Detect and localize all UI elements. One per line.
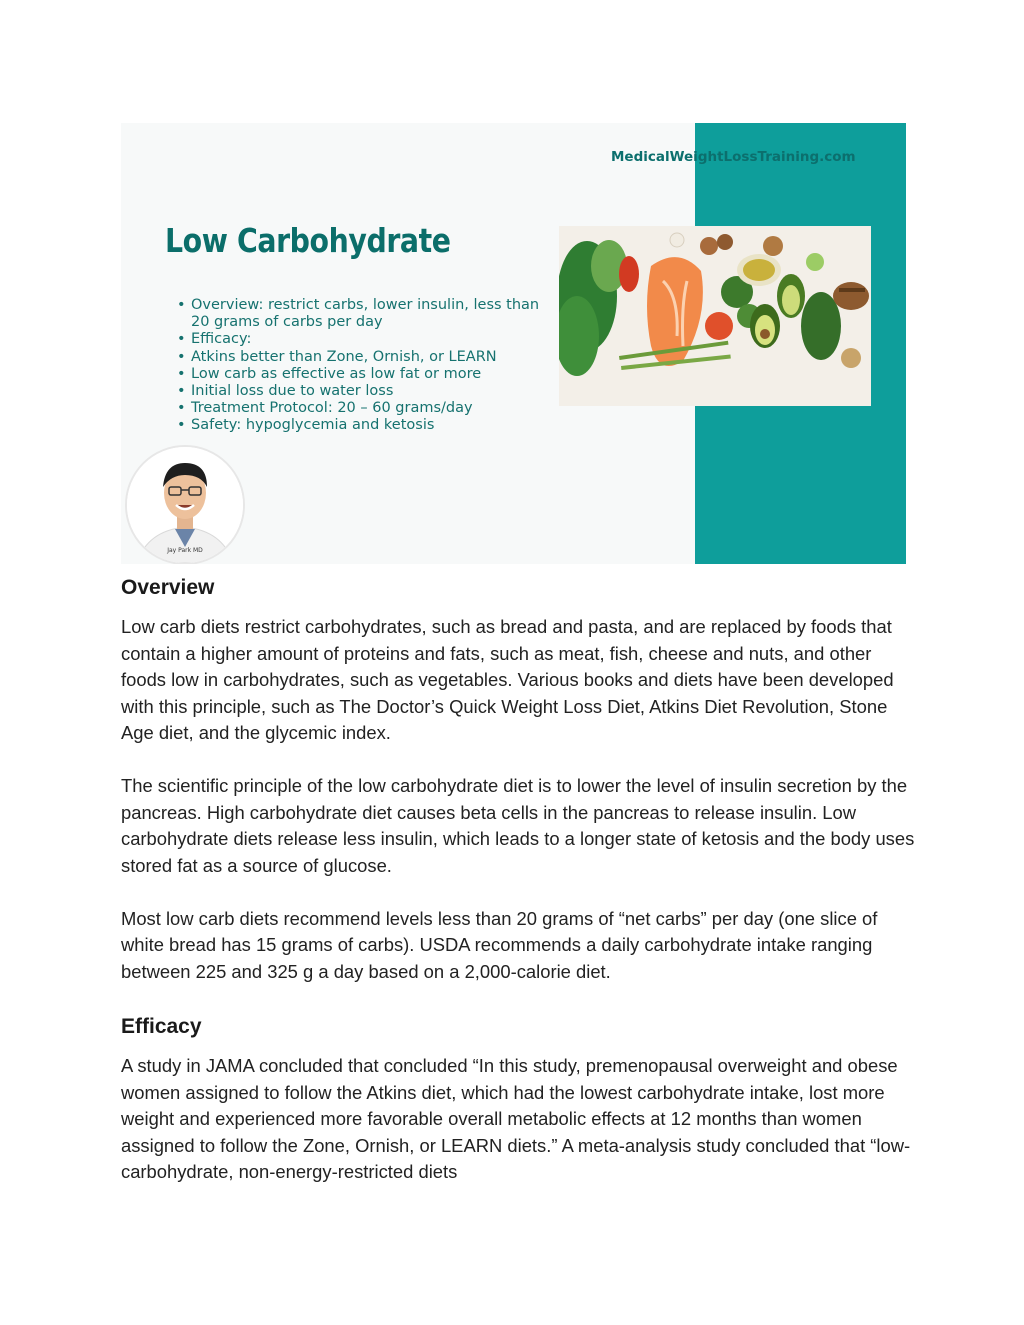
food-illustration bbox=[559, 226, 871, 406]
portrait-caption: Jay Park MD bbox=[167, 547, 203, 554]
bullet-item: • Low carb as effective as low fat or more bbox=[177, 366, 547, 383]
section-heading-overview: Overview bbox=[121, 576, 215, 599]
paragraph: Most low carb diets recommend levels less than 20 grams of “net carbs” per day (one slice of white bread has 15 grams of carbs). USDA recommends a daily carbohydrate intake ranging between 225 and 325 g a day based on a 2,000-calorie diet. bbox=[121, 907, 878, 982]
bullet-item: • Efficacy: bbox=[177, 331, 547, 348]
paragraph: The scientific principle of the low carbohydrate diet is to lower the level of insulin secretion by the pancreas. High carbohydrate diet causes beta cells in the pancreas to release insulin. Low carbohydrate diets release less insulin, which leads to a longer state of ketosis and the body uses stored fat as a source of glucose. bbox=[121, 775, 915, 876]
bullet-item: • Atkins better than Zone, Ornish, or LEARN bbox=[177, 349, 547, 366]
section-heading-efficacy: Efficacy bbox=[121, 1015, 202, 1038]
slide-title: Low Carbohydrate bbox=[165, 221, 451, 260]
bullet-item: • Overview: restrict carbs, lower insulin, less than 20 grams of carbs per day bbox=[177, 297, 547, 331]
paragraph: A study in JAMA concluded that concluded “In this study, premenopausal overweight and obese women assigned to follow the Atkins diet, which had the lowest carbohydrate intake, lost more weight and experienced more favorable overall metabolic effects at 12 months than women assigned to follow the Zone, Ornish, or LEARN diets.” A meta-analysis study concluded that “low-carbohydrate, non-energy-restricted diets bbox=[121, 1055, 911, 1182]
portrait-illustration bbox=[127, 447, 243, 563]
food-photo bbox=[559, 226, 871, 406]
author-portrait bbox=[125, 445, 245, 564]
site-url: MedicalWeightLossTraining.com bbox=[611, 149, 856, 165]
bullet-item: • Treatment Protocol: 20 – 60 grams/day bbox=[177, 400, 547, 417]
bullet-item: • Initial loss due to water loss bbox=[177, 383, 547, 400]
slide-banner bbox=[121, 123, 906, 564]
bullet-item: • Safety: hypoglycemia and ketosis bbox=[177, 417, 547, 434]
article-body bbox=[121, 574, 921, 1186]
paragraph: Low carb diets restrict carbohydrates, such as bread and pasta, and are replaced by foods that contain a higher amount of proteins and fats, such as meat, fish, cheese and nuts, and other foods low in carbohydrates, such as vegetables. Various books and diets have been developed with this principle, such as The Doctor’s Quick Weight Loss Diet, Atkins Diet Revolution, Stone Age diet, and the glycemic index. bbox=[121, 616, 894, 743]
slide-bullet-list bbox=[177, 297, 547, 435]
